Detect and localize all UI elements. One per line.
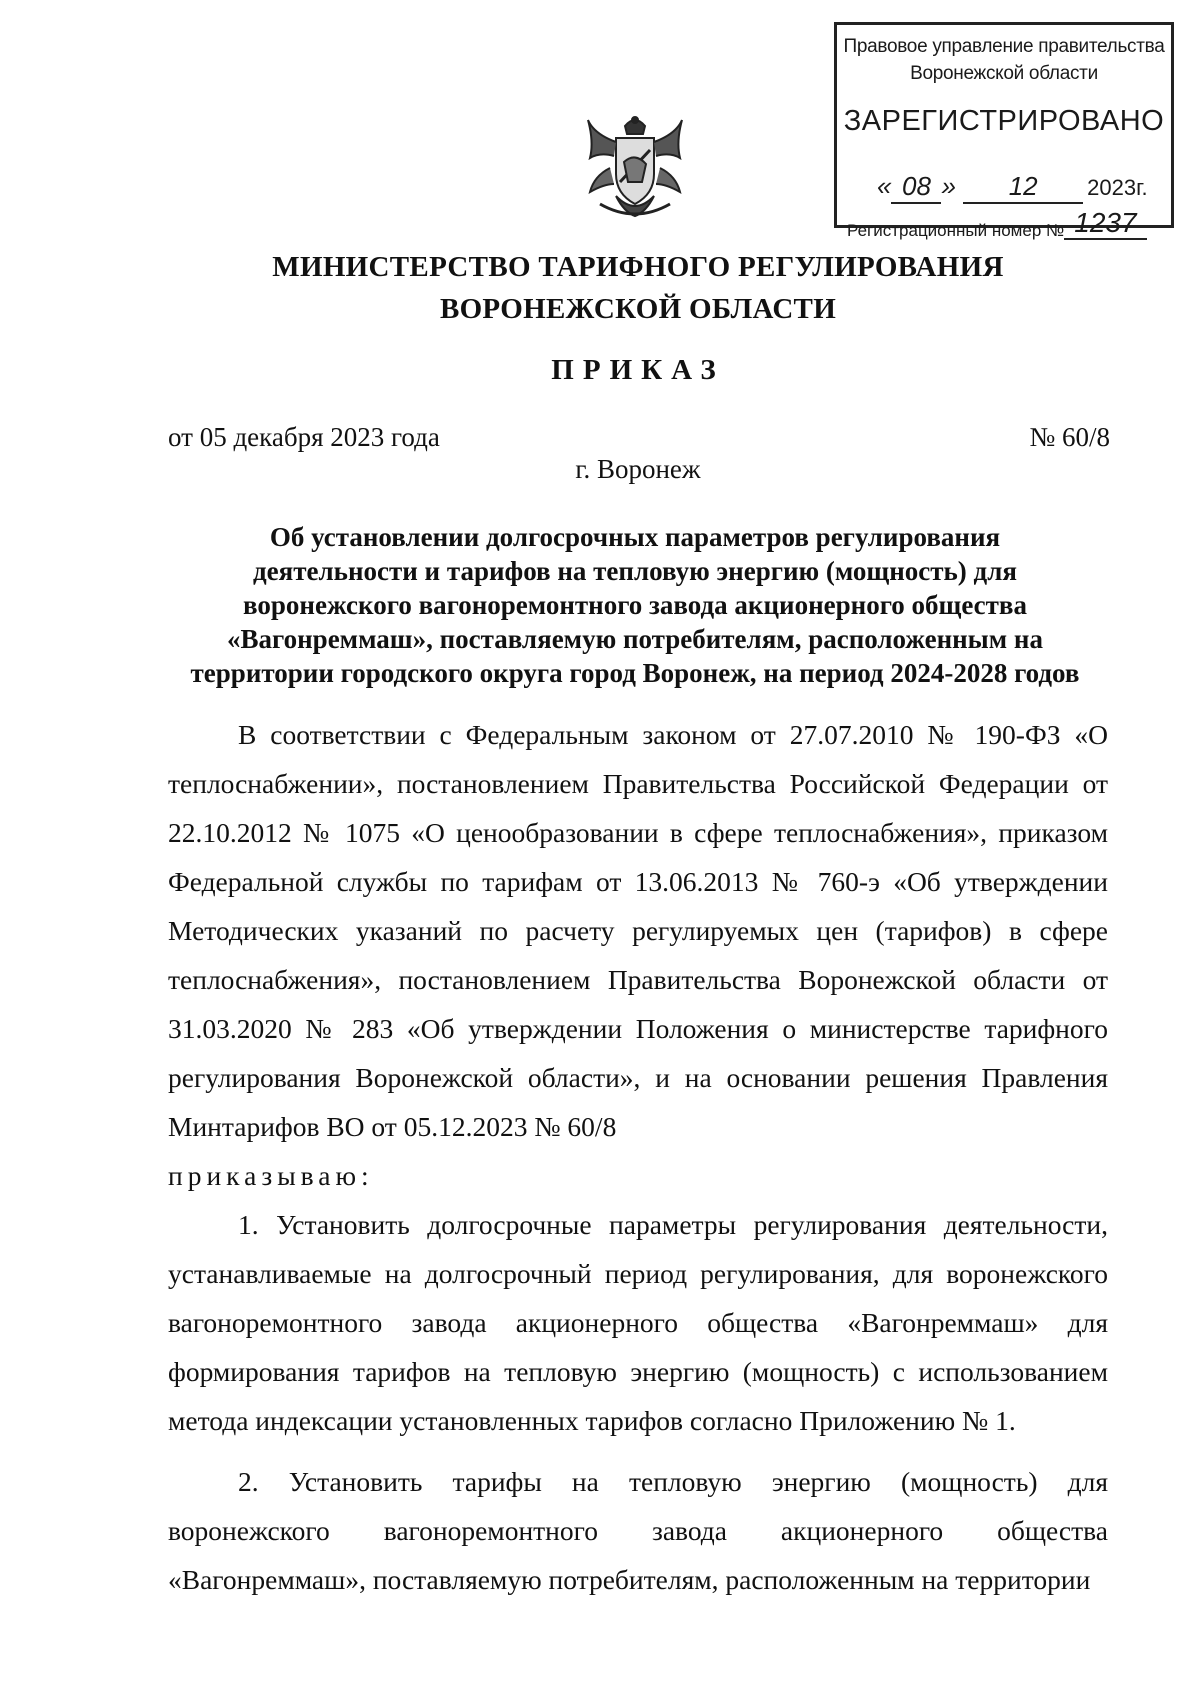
order-item-1: 1. Установить долгосрочные параметры регулирования деятельности, устанавливаемые на долгосрочный период регулирования, для воронежского вагоноремонтного завода акционерного общества «Вагонреммаш» для формирования тарифов на тепловую энергию (мощность) с использованием метода индексации установленных тарифов согласно Приложению № 1.: [168, 1209, 1108, 1436]
stamp-reg-number: 1237: [1064, 207, 1146, 240]
document-date: от 05 декабря 2023 года: [168, 422, 440, 452]
stamp-reg-label: Регистрационный номер №: [847, 221, 1065, 240]
ministry-line2: ВОРОНЕЖСКОЙ ОБЛАСТИ: [439, 293, 837, 325]
document-type: ПРИКАЗ: [551, 354, 725, 386]
document-subject: [160, 520, 1110, 690]
ministry-line1: МИНИСТЕРСТВО ТАРИФНОГО РЕГУЛИРОВАНИЯ: [272, 251, 1004, 283]
document-number: № 60/8: [1029, 422, 1110, 452]
stamp-org-line2: Воронежской области: [910, 63, 1098, 84]
document-city: г. Воронеж: [575, 454, 701, 484]
subject-line: деятельности и тарифов на тепловую энергию (мощность) для: [253, 556, 1017, 586]
stamp-year: 2023: [1087, 175, 1137, 200]
ministry-name: [0, 246, 1200, 330]
subject-line: «Вагонреммаш», поставляемую потребителям, расположенным на: [227, 624, 1043, 654]
subject-line: воронежского вагоноремонтного завода акционерного общества: [243, 590, 1027, 620]
stamp-reg-number-line: [847, 207, 1167, 243]
registration-stamp: [834, 22, 1174, 240]
subject-line: Об установлении долгосрочных параметров регулирования: [269, 522, 1001, 552]
stamp-status: ЗАРЕГИСТРИРОВАНО: [843, 105, 1165, 137]
stamp-month: 12: [963, 171, 1083, 204]
coat-of-arms-icon: [580, 112, 690, 220]
stamp-date: « 08 » 12 2023г.: [877, 171, 1157, 201]
stamp-organization: [837, 33, 1171, 87]
order-item-2: 2. Установить тарифы на тепловую энергию (мощность) для воронежского вагоноремонтного завода акционерного общества «Вагонреммаш», поставляемую потребителям, расположенным на территории: [168, 1466, 1108, 1595]
subject-line: территории городского округа город Воронеж, на период 2024-2028 годов: [190, 658, 1080, 688]
document-body: [168, 710, 1108, 1604]
stamp-org-line1: Правовое управление правительства: [843, 36, 1165, 57]
order-word: приказываю:: [168, 1160, 374, 1191]
stamp-day: 08: [891, 171, 941, 204]
preamble-paragraph: В соответствии с Федеральным законом от 27.07.2010 № 190-ФЗ «О теплоснабжении», постановлением Правительства Российской Федерации от 22.10.2012 № 1075 «О ценообразовании в сфере теплоснабжения», приказом Федеральной службы по тарифам от 13.06.2013 № 760-э «Об утверждении Методических указаний по расчету регулируемых цен (тарифов) в сфере теплоснабжения», постановлением Правительства Воронежской области от 31.03.2020 № 283 «Об утверждении Положения о министерстве тарифного регулирования Воронежской области», и на основании решения Правления Минтарифов ВО от 05.12.2023 № 60/8: [168, 719, 1108, 1142]
